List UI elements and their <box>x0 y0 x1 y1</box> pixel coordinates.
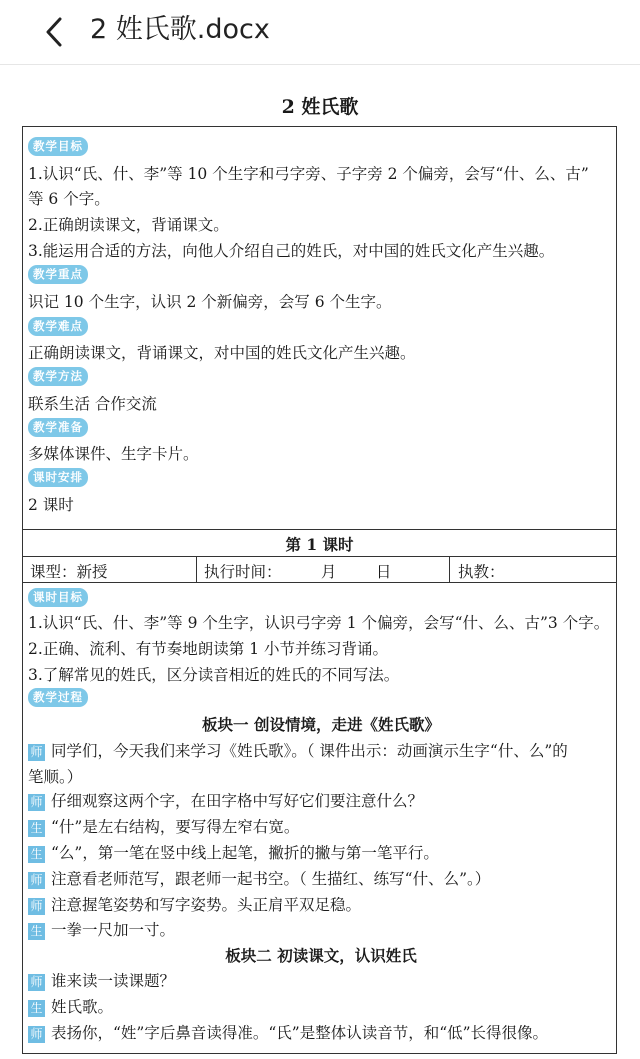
document-title: 2 姓氏歌.docx <box>90 14 270 45</box>
dialogue-text: 谁来读一读课题？ <box>51 972 176 990</box>
divider <box>22 529 617 530</box>
dialogue-text: 注意看老师范写，跟老师一起书空。（ 生描红、练写“什、么”。） <box>51 870 491 888</box>
body-text: 3.了解常见的姓氏，区分读音相近的姓氏的不同写法。 <box>28 666 400 684</box>
dialogue-text: 仔细观察这两个字，在田字格中写好它们要注意什么？ <box>51 792 424 810</box>
dialogue-text: 注意握笔姿势和写字姿势。头正肩平双足稳。 <box>51 896 362 914</box>
lesson-teacher: 执教： <box>458 563 505 581</box>
body-text: 3.能运用合适的方法，向他人介绍自己的姓氏，对中国的姓氏文化产生兴趣。 <box>28 242 555 260</box>
dialogue-text: 同学们，今天我们来学习《姓氏歌》。（ 课件出示：动画演示生字“什、么”的 <box>51 742 568 760</box>
dialogue-line <box>28 918 175 940</box>
page-title: 2 姓氏歌 <box>281 96 359 118</box>
divider <box>22 582 617 583</box>
student-marker: 生 <box>28 1000 45 1017</box>
body-text: 2.正确、流利、有节奏地朗读第 1 小节并练习背诵。 <box>28 640 389 658</box>
dialogue-text: “么”，第一笔在竖中线上起笔，撇折的撇与第一笔平行。 <box>51 844 439 862</box>
section-badge <box>28 136 88 156</box>
teacher-marker: 师 <box>28 744 45 761</box>
section-badge <box>28 467 88 487</box>
dialogue-line <box>28 841 439 863</box>
dialogue-line <box>28 893 361 915</box>
dialogue-text: 姓氏歌。 <box>51 998 114 1016</box>
dialogue-line <box>28 995 113 1017</box>
block-heading: 板块一 创设情境，走进《姓氏歌》 <box>202 715 440 734</box>
divider <box>449 556 450 582</box>
block-heading: 板块二 初读课文，认识姓氏 <box>225 946 417 965</box>
dialogue-line <box>28 867 490 889</box>
section-badge <box>28 587 88 607</box>
section-badge <box>28 687 88 707</box>
dialogue-line <box>28 1021 548 1043</box>
section-badge-label: 教学过程 <box>28 688 88 707</box>
dialogue-line <box>28 969 175 991</box>
lesson-time: 执行时间： 月 日 <box>204 563 392 581</box>
student-marker: 生 <box>28 846 45 863</box>
body-text: 等 6 个字。 <box>28 190 110 208</box>
section-badge <box>28 366 88 386</box>
student-marker: 生 <box>28 820 45 837</box>
divider <box>22 556 617 557</box>
section-badge-label: 教学目标 <box>28 137 88 156</box>
student-marker: 生 <box>28 923 45 940</box>
teacher-marker: 师 <box>28 898 45 915</box>
body-text: 多媒体课件、生字卡片。 <box>28 445 199 463</box>
dialogue-text: “什”是左右结构，要写得左窄右宽。 <box>51 818 300 836</box>
back-button[interactable] <box>36 12 76 52</box>
teacher-marker: 师 <box>28 872 45 889</box>
section-badge-label: 教学方法 <box>28 367 88 386</box>
body-text: 正确朗读课文，背诵课文，对中国的姓氏文化产生兴趣。 <box>28 344 416 362</box>
dialogue-text: 一拳一尺加一寸。 <box>51 921 176 939</box>
body-text: 笔顺。） <box>28 768 83 786</box>
body-text: 1.认识“氏、什、李”等 9 个生字，认识弓字旁 1 个偏旁，会写“什、么、古”3 个字。 <box>28 614 610 632</box>
section-badge-label: 课时目标 <box>28 588 88 607</box>
section-badge-label: 课时安排 <box>28 468 88 487</box>
body-text: 联系生活 合作交流 <box>28 395 157 413</box>
section-badge <box>28 264 88 284</box>
top-bar <box>0 0 640 65</box>
teacher-marker: 师 <box>28 794 45 811</box>
body-text: 2.正确朗读课文，背诵课文。 <box>28 216 229 234</box>
section-badge <box>28 417 88 437</box>
dialogue-line <box>28 789 423 811</box>
section-badge-label: 教学难点 <box>28 317 88 336</box>
lesson-heading: 第 1 课时 <box>285 535 354 554</box>
body-text: 2 课时 <box>28 496 74 514</box>
body-text: 识记 10 个生字，认识 2 个新偏旁，会写 6 个生字。 <box>28 293 392 311</box>
teacher-marker: 师 <box>28 974 45 991</box>
section-badge-label: 教学重点 <box>28 265 88 284</box>
dialogue-line <box>28 739 568 761</box>
body-text: 1.认识“氏、什、李”等 10 个生字和弓字旁、子字旁 2 个偏旁，会写“什、么、古” <box>28 165 589 183</box>
teacher-marker: 师 <box>28 1026 45 1043</box>
section-badge <box>28 316 88 336</box>
chevron-left-icon <box>40 16 72 48</box>
dialogue-text: 表扬你，“姓”字后鼻音读得准。“氏”是整体认读音节，和“低”长得很像。 <box>51 1024 549 1042</box>
divider <box>196 556 197 582</box>
lesson-type: 课型：新授 <box>30 563 108 581</box>
dialogue-line <box>28 815 299 837</box>
section-badge-label: 教学准备 <box>28 418 88 437</box>
